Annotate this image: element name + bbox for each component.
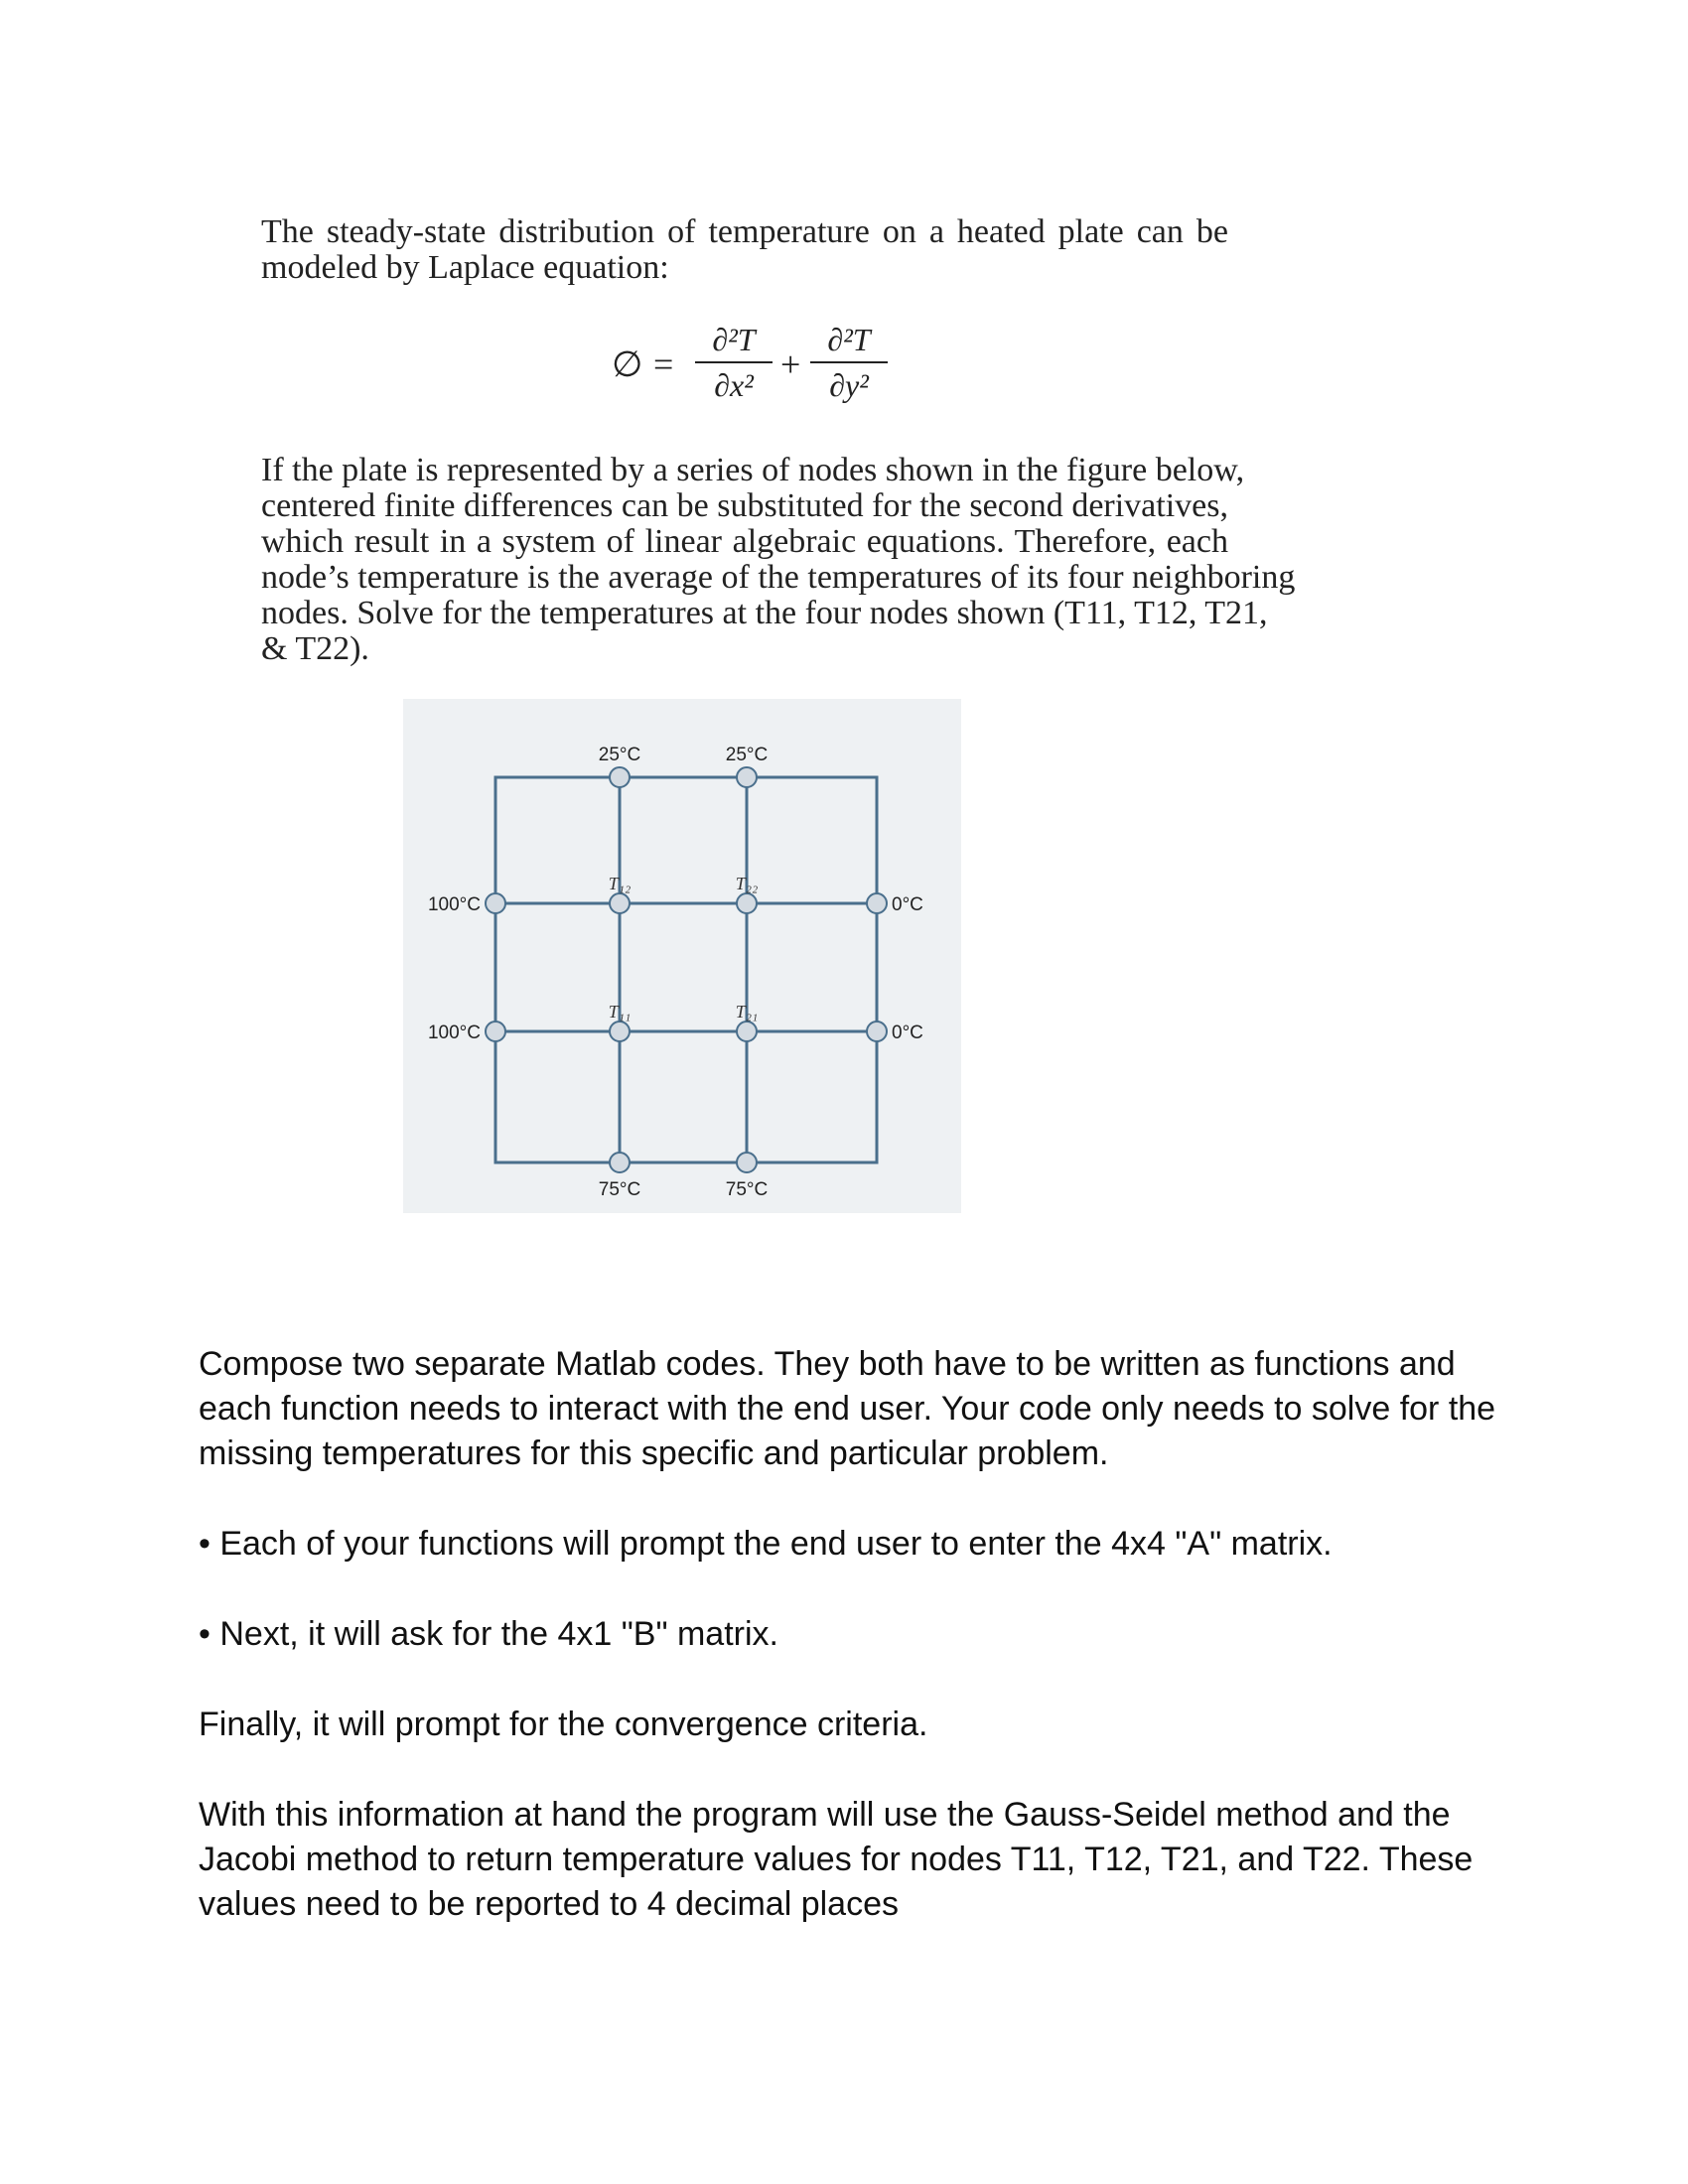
label-top-left: 25°C [598,745,641,765]
instruction-convergence-text: Finally, it will prompt for the convergence criteria. [199,1706,928,1743]
label-t22: T₂₂ [735,874,759,893]
equation-plus: + [780,344,801,384]
problem-paragraph [261,452,1296,667]
problem-line-6: & T22). [261,630,369,667]
node-bottom-right [737,1153,757,1172]
label-right-upper: 0°C [892,894,923,915]
node-t22 [737,893,757,913]
instruction-bullet-b-matrix-text: • Next, it will ask for the 4x1 "B" matrix. [199,1615,778,1653]
node-right-upper [867,893,887,913]
laplace-equation [586,314,904,413]
equation-fraction-x [695,322,773,405]
problem-line-1: If the plate is represented by a series of nodes shown in the figure below, [261,452,1245,488]
equation-fraction-y [810,322,888,405]
fraction-x-bar [695,361,773,363]
fraction-y-bar [810,361,888,363]
node-t12 [610,893,630,913]
instruction-methods [199,1793,1509,1927]
equation-lhs: ∅ [612,344,643,384]
fraction-x-numerator: ∂²T [712,322,756,357]
fraction-y-denominator: ∂y² [829,367,869,403]
heated-plate-figure [403,699,961,1213]
instruction-methods-text: With this information at hand the program will use the Gauss-Seidel method and the Jacobi method to return temperature values for nodes T11, T12, T21, and T22. These values need to be reported to 4 decimal places [199,1796,1474,1923]
intro-line-2: modeled by Laplace equation: [261,249,669,286]
fraction-x-denominator: ∂x² [714,367,754,403]
instruction-bullet-a-matrix [199,1522,1509,1567]
intro-line-1: The steady-state distribution of temperature on a heated plate can be [261,213,1228,250]
problem-line-2: centered finite differences can be substituted for the second derivatives, [261,487,1228,524]
label-top-right: 25°C [725,745,769,765]
instruction-compose [199,1342,1509,1476]
node-left-lower [486,1022,505,1041]
problem-line-4: node’s temperature is the average of the temperatures of its four neighboring [261,559,1296,596]
node-right-lower [867,1022,887,1041]
instruction-bullet-a-matrix-text: • Each of your functions will prompt the end user to enter the 4x4 "A" matrix. [199,1525,1333,1563]
node-top-left [610,767,630,787]
node-bottom-left [610,1153,630,1172]
node-t11 [610,1022,630,1041]
label-right-lower: 0°C [892,1023,923,1043]
intro-paragraph [261,214,1228,286]
plate-grid-diagram [403,699,961,1213]
label-t11: T₁₁ [608,1002,632,1022]
label-t12: T₁₂ [608,874,632,893]
label-left-upper: 100°C [427,894,481,915]
label-left-lower: 100°C [427,1023,481,1043]
instruction-compose-text: Compose two separate Matlab codes. They both have to be written as functions and each function needs to interact with the end user. Your code only needs to solve for the missing temperatures for this specific and particular problem. [199,1345,1496,1472]
label-t21: T₂₁ [735,1002,759,1022]
instruction-convergence [199,1703,1509,1747]
node-t21 [737,1022,757,1041]
equation-equals: = [653,344,674,384]
label-bottom-right: 75°C [725,1179,769,1200]
node-top-right [737,767,757,787]
label-bottom-left: 75°C [598,1179,641,1200]
problem-line-3: which result in a system of linear algebraic equations. Therefore, each [261,523,1228,560]
fraction-y-numerator: ∂²T [827,322,871,357]
instruction-bullet-b-matrix [199,1612,1509,1657]
problem-line-5: nodes. Solve for the temperatures at the four nodes shown (T11, T12, T21, [261,595,1268,631]
node-left-upper [486,893,505,913]
